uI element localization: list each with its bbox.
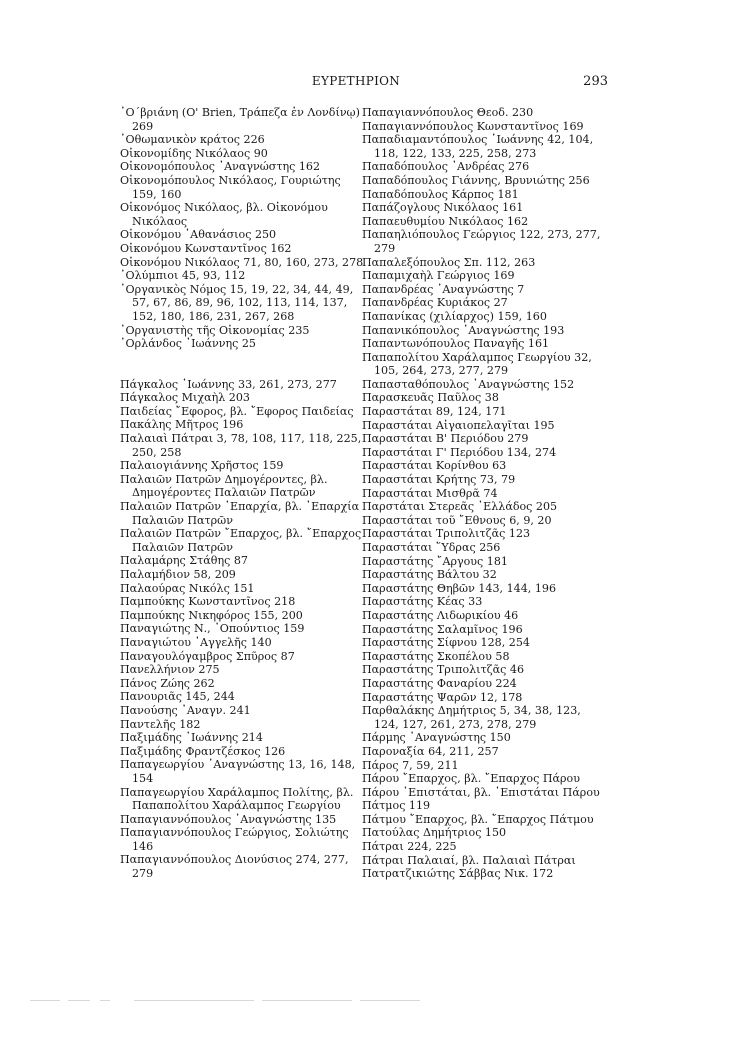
index-entry: ᾿Οργανιστὴς τῆς Οἰκονομίας 235 [120, 323, 310, 337]
index-entry: Οἰκονομίδης Νικόλαος 90 [120, 146, 268, 160]
index-entry: Παπαπολίτου Χαράλαμπος Γεωργίου 32, 105, 264, 273, 277, 279 [362, 350, 592, 378]
index-entry: Παλαούρας Νικόλς 151 [120, 581, 255, 595]
index-entry: Παραστάτης Σίφνου 128, 254 [362, 636, 530, 650]
index-entry: Πάτμος 119 [362, 799, 431, 813]
index-entry: Πάτραι Παλαιαί, βλ. Παλαιαὶ Πάτραι [362, 853, 576, 867]
index-entry: Παλαιῶν Πατρῶν ᾿Επαρχία, βλ. ᾿Επαρχία Παλαιῶν Πατρῶν [120, 500, 360, 527]
scan-edge-marks [30, 1000, 714, 1002]
index-entry: Παραστάται 89, 124, 171 [362, 405, 507, 419]
index-entry: Παπαντωνόπουλος Παναγῆς 161 [362, 337, 550, 351]
index-entry: Παπαγιαννόπουλος Διονύσιος 274, 277, 279 [120, 853, 349, 881]
index-entry: Παπάζογλους Νικόλαος 161 [362, 201, 524, 215]
index-entry: Παραστάτης ῎Αργους 181 [362, 554, 508, 568]
index-entry: Παπαηλιόπουλος Γεώργιος 122, 273, 277, 279 [362, 228, 601, 255]
index-entry: ᾿Ολύμπιοι 45, 93, 112 [120, 269, 246, 283]
index-entry: Παραστάται ῞Υδρας 256 [362, 541, 501, 554]
index-entry: Παξιμάδης ᾿Ιωάννης 214 [120, 731, 263, 745]
index-entry: Παραστάται Μισθρᾶ 74 [362, 486, 498, 500]
index-entry: Παναγιώτης Ν., ᾿Οπούντιος 159 [120, 622, 305, 636]
index-entry: Παροναξία 64, 211, 257 [362, 744, 499, 758]
index-entry: Παραστάτης Λιδωρικίου 46 [362, 608, 519, 622]
index-entry: Παραστάτης Βάλτου 32 [362, 568, 497, 582]
index-entry: Παπασταθόπουλος ᾿Αναγνώστης 152 [362, 377, 575, 391]
index-entry: Παραστάται Αἰγαιοπελαγῖται 195 [362, 418, 555, 432]
index-entry: Παπαγιαννόπουλος ᾿Αναγνώστης 135 [120, 812, 337, 826]
index-entry: Παραστάται Κρήτης 73, 79 [362, 473, 516, 487]
index-entry: ᾿Ορλάνδος ᾿Ιωάννης 25 [120, 337, 256, 351]
index-entry: Παραστάτης Σκοπέλου 58 [362, 649, 510, 663]
index-entry: Οἰκονόμου Κωνσταντῖνος 162 [120, 241, 292, 255]
index-entry: Οἰκονόμος Νικόλαος, βλ. Οἰκονόμου Νικόλαος [120, 201, 328, 228]
page-header [104, 74, 608, 92]
index-entry: Παπαγεωργίου ᾿Αναγνώστης 13, 16, 148, 154 [120, 758, 356, 785]
index-entry: Παραστάται Κορίνθου 63 [362, 459, 507, 473]
index-entry: Παραστάτης Θηβῶν 143, 144, 196 [362, 581, 557, 595]
index-entry: Παραστάτης Τριπολιτζᾶς 46 [362, 663, 525, 677]
index-entry: Παπαδόπουλος Κάρπος 181 [362, 187, 519, 201]
index-column-left [120, 106, 365, 881]
index-entry: Παραστάται τοῦ ῎Εθνους 6, 9, 20 [362, 513, 552, 527]
index-entry: Παπαδιαμαντόπουλος ᾿Ιωάννης 42, 104, 118, 122, 133, 225, 258, 273 [362, 133, 594, 160]
index-entry: Πάρου ῎Επαρχος, βλ. ῎Επαρχος Πάρου [362, 772, 580, 786]
index-entry: Πανελλήνιον 275 [120, 663, 220, 677]
index-entry: Πακάλης Μῆτρος 196 [120, 418, 244, 432]
index-entry: Παπανίκας (χιλίαρχος) 159, 160 [362, 309, 547, 323]
index-entry: Παραστάται Γ' Περιόδου 134, 274 [362, 445, 557, 459]
index-entry: Παλαιαὶ Πάτραι 3, 78, 108, 117, 118, 225, 250, 258 [120, 432, 362, 459]
index-entry: Παλαμάρης Στάθης 87 [120, 554, 248, 568]
index-entry: Πάτραι 224, 225 [362, 840, 457, 854]
index-entry: Παπανδρέας Κυριάκος 27 [362, 296, 508, 310]
index-entry: ᾿Οργανικὸς Νόμος 15, 19, 22, 34, 44, 49, 57, 67, 86, 89, 96, 102, 113, 114, 137, 152, 180, 186, 231, 267, 268 [120, 282, 354, 323]
index-entry: Παραστάται Τριπολιτζᾶς 123 [362, 527, 531, 541]
index-entry: Πατρατζικιώτης Σάββας Νικ. 172 [362, 867, 554, 881]
index-entry: Παπαγιαννόπουλος Θεοδ. 230 [362, 106, 534, 119]
index-entry: Παπαδόπουλος ᾿Ανδρέας 276 [362, 160, 530, 174]
index-entry: Παλαμήδιον 58, 209 [120, 568, 236, 581]
index-entry: Παπανδρέας ᾿Αναγνώστης 7 [362, 282, 525, 296]
index-entry: Παντελῆς 182 [120, 717, 201, 731]
index-entry: Παναγιώτου ᾿Αγγελῆς 140 [120, 635, 272, 649]
index-entry: Πάνος Ζώης 262 [120, 676, 215, 690]
index-entry: Παραστάτης Κέας 33 [362, 595, 483, 609]
index-entry: Πάγκαλος Μιχαὴλ 203 [120, 391, 250, 405]
index-entry: Παλαιογιάννης Χρῆστος 159 [120, 459, 284, 473]
index-entry: Παραστάτης Ψαρῶν 12, 178 [362, 690, 523, 704]
index-entry: Παιδείας ῎Εφορος, βλ. ῎Εφορος Παιδείας [120, 404, 354, 418]
index-entry: Πάτμου ῎Επαρχος, βλ. ῎Επαρχος Πάτμου [362, 812, 594, 826]
index-entry: Πάρου ᾿Επιστάται, βλ. ᾿Επιστάται Πάρου [362, 785, 600, 799]
index-entry: Οἰκονομόπουλος Νικόλαος, Γουριώτης 159, 160 [120, 173, 341, 201]
index-entry: Παπαμιχαὴλ Γεώργιος 169 [362, 269, 515, 283]
index-entry: Οἰκονόμου Νικόλαος 71, 80, 160, 273, 278 [120, 255, 364, 269]
index-entry: Παραστάτης Φαναρίου 224 [362, 676, 517, 690]
index-entry: Παξιμάδης Φραντζέσκος 126 [120, 744, 286, 758]
index-entry: Πάρος 7, 59, 211 [362, 758, 459, 772]
index-entry: Παμπούκης Κωνσταντῖνος 218 [120, 595, 296, 609]
index-entry: Πάρμης ᾿Αναγνώστης 150 [362, 731, 511, 745]
index-entry: Πανουριᾶς 145, 244 [120, 690, 235, 704]
index-column-right [362, 106, 607, 881]
index-entry: ᾿Ο΄βριάνη (O' Brien, Τράπεζα ἐν Λονδίνῳ) 269 [120, 106, 360, 133]
index-entry: Παλαιῶν Πατρῶν Δημογέροντες, βλ. Δημογέροντες Παλαιῶν Πατρῶν [120, 472, 328, 500]
index-entry: Παναγουλόγαμβρος Σπῦρος 87 [120, 649, 295, 663]
index-entry: Παπαδόπουλος Γιάννης, Βρυνιώτης 256 [362, 173, 590, 187]
index-entry: Οἰκονόμου ᾿Αθανάσιος 250 [120, 228, 277, 242]
index-entry: Παπαευθυμίου Νικόλαος 162 [362, 214, 529, 228]
section-break [120, 351, 365, 378]
index-entry: Παμπούκης Νικηφόρος 155, 200 [120, 608, 303, 622]
index-entry: Παρθαλάκης Δημήτριος 5, 34, 38, 123, 124, 127, 261, 273, 278, 279 [362, 704, 581, 731]
index-entry: Παπαγιαννόπουλος Γεώργιος, Σολιώτης 146 [120, 826, 349, 853]
index-entry: Παρασκευᾶς Παῦλος 38 [362, 391, 499, 405]
index-entry: Παπαγιαννόπουλος Κωνσταντῖνος 169 [362, 119, 584, 133]
index-entry: Παρστάται Στερεᾶς ῾Ελλάδος 205 [362, 500, 558, 514]
index-entry: Πανούσης ᾿Αναγν. 241 [120, 703, 251, 717]
index-entry: Παπαγεωργίου Χαράλαμπος Πολίτης, βλ. Παπαπολίτου Χαράλαμπος Γεωργίου [120, 785, 354, 813]
index-entry: Παραστάτης Σαλαμῖνος 196 [362, 622, 523, 636]
index-entry: Παλαιῶν Πατρῶν ῎Επαρχος, βλ. ῎Επαρχος Παλαιῶν Πατρῶν [120, 527, 362, 554]
index-entry: Οἰκονομόπουλος ᾿Αναγνώστης 162 [120, 160, 321, 174]
index-entry: Παραστάται Β' Περιόδου 279 [362, 432, 529, 446]
running-title: ΕΥΡΕΤΗΡΙΟΝ [311, 74, 401, 88]
page-number: 293 [583, 74, 608, 89]
index-entry: Παπανικόπουλος ᾿Αναγνώστης 193 [362, 323, 565, 337]
index-entry: Παπαλεξόπουλος Σπ. 112, 263 [362, 255, 536, 269]
index-entry: Πάγκαλος ᾿Ιωάννης 33, 261, 273, 277 [120, 377, 337, 391]
index-entry: Πατούλας Δημήτριος 150 [362, 826, 507, 840]
index-entry: ᾿Οθωμανικὸν κράτος 226 [120, 133, 265, 147]
